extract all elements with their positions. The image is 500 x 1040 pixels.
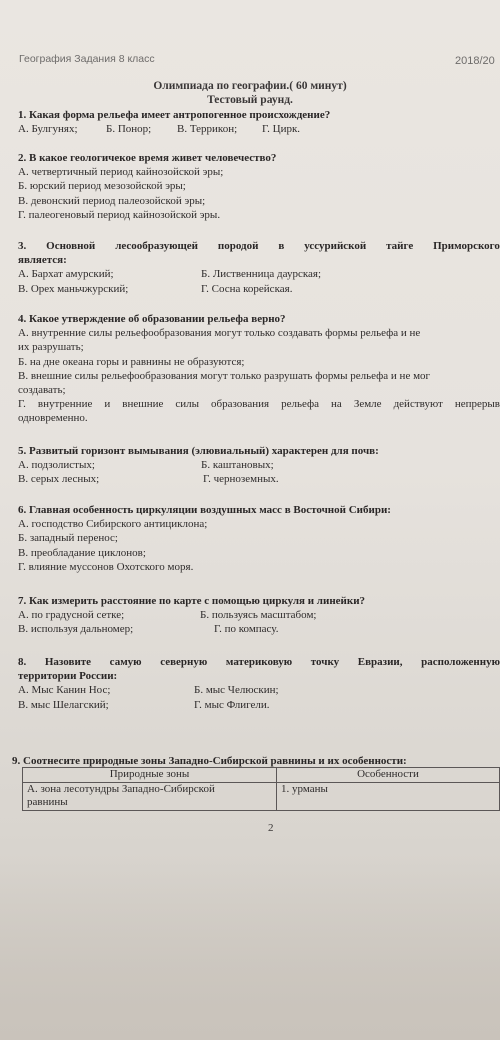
q8-option-a: А. Мыс Канин Нос;: [18, 684, 111, 697]
q4-option-c-line1: В. внешние силы рельефообразования могут только разрушать формы рельефа и не мог: [18, 369, 431, 382]
q8-option-d: Г. мыс Флигели.: [194, 698, 270, 711]
question-3-text: [18, 239, 500, 253]
q5-option-a: А. подзолистых;: [18, 459, 95, 472]
q5-option-d: Г. черноземных.: [203, 473, 279, 486]
q5-option-c: В. серых лесных;: [18, 473, 100, 486]
q8-word: 8.: [18, 656, 27, 668]
question-4: [18, 312, 500, 426]
q5-option-b: Б. каштановых;: [201, 459, 274, 472]
question-4-text: 4. Какое утверждение об образовании рельефа верно?: [18, 313, 286, 325]
q4-d-word: внешние: [122, 398, 164, 411]
q3-word: лесообразующей: [115, 240, 198, 252]
q4-d-word: рельефа: [281, 398, 320, 411]
q2-option-d: Г. палеогеновый период кайнозойской эры.: [18, 208, 221, 221]
q4-d-word: и: [104, 398, 111, 411]
table-row: [23, 782, 500, 810]
question-3-text-cont: является:: [18, 254, 67, 267]
table-header-row: [23, 768, 500, 783]
question-8-text: [18, 655, 500, 669]
table-cell-feature: 1. урманы: [277, 782, 500, 810]
title-round: Тестовый раунд.: [207, 94, 293, 106]
question-3: [18, 239, 500, 296]
question-1: [18, 108, 330, 136]
q2-option-b: Б. юрский период мезозойской эры;: [18, 180, 186, 193]
question-5: [18, 444, 379, 487]
q3-option-a: А. Бархат амурский;: [18, 268, 114, 281]
question-8-text-cont: территории России:: [18, 670, 118, 683]
question-7-text: 7. Как измерить расстояние по карте с помощью циркуля и линейки?: [18, 595, 366, 607]
header-subject: География Задания 8 класс: [19, 53, 155, 65]
q4-option-b: Б. на дне океана горы и равнины не образуются;: [18, 355, 245, 368]
q2-option-a: А. четвертичный период кайнозойской эры;: [18, 166, 224, 179]
q3-word: в: [278, 240, 285, 252]
q1-option-c: В. Террикон;: [177, 123, 238, 136]
table-header-zones: Природные зоны: [23, 768, 277, 783]
q8-option-c: В. мыс Шелагский;: [18, 698, 109, 711]
q4-d-word: силы: [175, 398, 200, 411]
question-1-options: [18, 122, 330, 136]
zone-line2: равнины: [27, 796, 68, 808]
question-9-text: 9. Соотнесите природные зоны Западно-Сибирской равнины и их особенности:: [12, 755, 407, 767]
header-year: 2018/20: [455, 55, 495, 67]
q8-word: материковую: [225, 656, 293, 668]
q4-option-d-line2: одновременно.: [18, 412, 88, 425]
q8-word: Назовите: [44, 656, 92, 668]
q6-option-c: В. преобладание циклонов;: [18, 546, 146, 559]
q8-option-b: Б. мыс Челюскин;: [194, 684, 279, 697]
q8-word: точку: [310, 656, 340, 668]
zone-line1: А. зона лесотундры Западно-Сибирской: [27, 782, 215, 795]
q1-option-a: А. Булгунях;: [18, 123, 78, 136]
q7-option-c: В. используя дальномер;: [18, 623, 134, 636]
q4-d-word: на: [331, 398, 342, 411]
question-5-text: 5. Развитый горизонт вымывания (элювиальный) характерен для почв:: [18, 445, 379, 457]
q1-option-b: Б. Понор;: [106, 123, 152, 136]
q3-word: Основной: [46, 240, 96, 252]
question-2: [18, 151, 276, 222]
q4-option-d-line1: [18, 397, 500, 411]
q8-word: самую: [109, 656, 142, 668]
q8-word: Евразии,: [357, 656, 403, 668]
q3-word: породой: [217, 240, 259, 252]
q4-d-word: Земле: [353, 398, 382, 411]
q2-option-c: В. девонский период палеозойской эры;: [18, 194, 206, 207]
q7-option-a: А. по градусной сетке;: [18, 609, 125, 622]
q3-option-d: Г. Сосна корейская.: [201, 282, 293, 295]
question-7: [18, 594, 365, 637]
question-6: [18, 503, 391, 574]
q4-d-word: действуют: [393, 398, 443, 411]
q7-option-d: Г. по компасу.: [214, 623, 279, 636]
question-8: [18, 655, 500, 712]
q7-option-b: Б. пользуясь масштабом;: [200, 609, 317, 622]
q4-d-word: непрерыв: [454, 398, 500, 411]
page-shadow: [0, 860, 500, 1040]
q8-word: расположенную: [421, 656, 500, 668]
q3-option-b: Б. Лиственница даурская;: [201, 268, 322, 281]
q4-d-word: Г.: [18, 398, 26, 411]
q4-option-a-line2: их разрушать;: [18, 341, 84, 354]
q3-option-c: В. Орех маньчжурский;: [18, 282, 129, 295]
question-2-text: 2. В какое геологичекое время живет человечество?: [18, 152, 277, 164]
q6-option-b: Б. западный перенос;: [18, 532, 118, 545]
matching-table: [22, 767, 500, 811]
q4-option-a-line1: А. внутренние силы рельефообразования могут только создавать формы рельефа и не: [18, 327, 421, 340]
question-6-text: 6. Главная особенность циркуляции воздушных масс в Восточной Сибири:: [18, 504, 391, 516]
q8-word: северную: [160, 656, 208, 668]
q3-word: 3.: [18, 240, 27, 252]
q1-option-d: Г. Цирк.: [262, 123, 301, 136]
page-number: 2: [268, 822, 274, 834]
q6-option-a: А. господство Сибирского антициклона;: [18, 518, 208, 531]
q4-d-word: внутренние: [37, 398, 93, 411]
table-cell-zone: [23, 782, 277, 810]
table-header-features: Особенности: [277, 768, 500, 783]
q3-word: уссурийской: [304, 240, 367, 252]
title-olympiad: Олимпиада по географии.( 60 минут): [153, 80, 347, 92]
q3-word: тайге: [386, 240, 414, 252]
q4-option-c-line2: создавать;: [18, 383, 66, 396]
q3-word: Приморского: [433, 240, 500, 252]
q6-option-d: Г. влияние муссонов Охотского моря.: [18, 560, 194, 573]
question-1-text: 1. Какая форма рельефа имеет антропогенное происхождение?: [18, 109, 331, 121]
q4-d-word: образования: [211, 398, 270, 411]
